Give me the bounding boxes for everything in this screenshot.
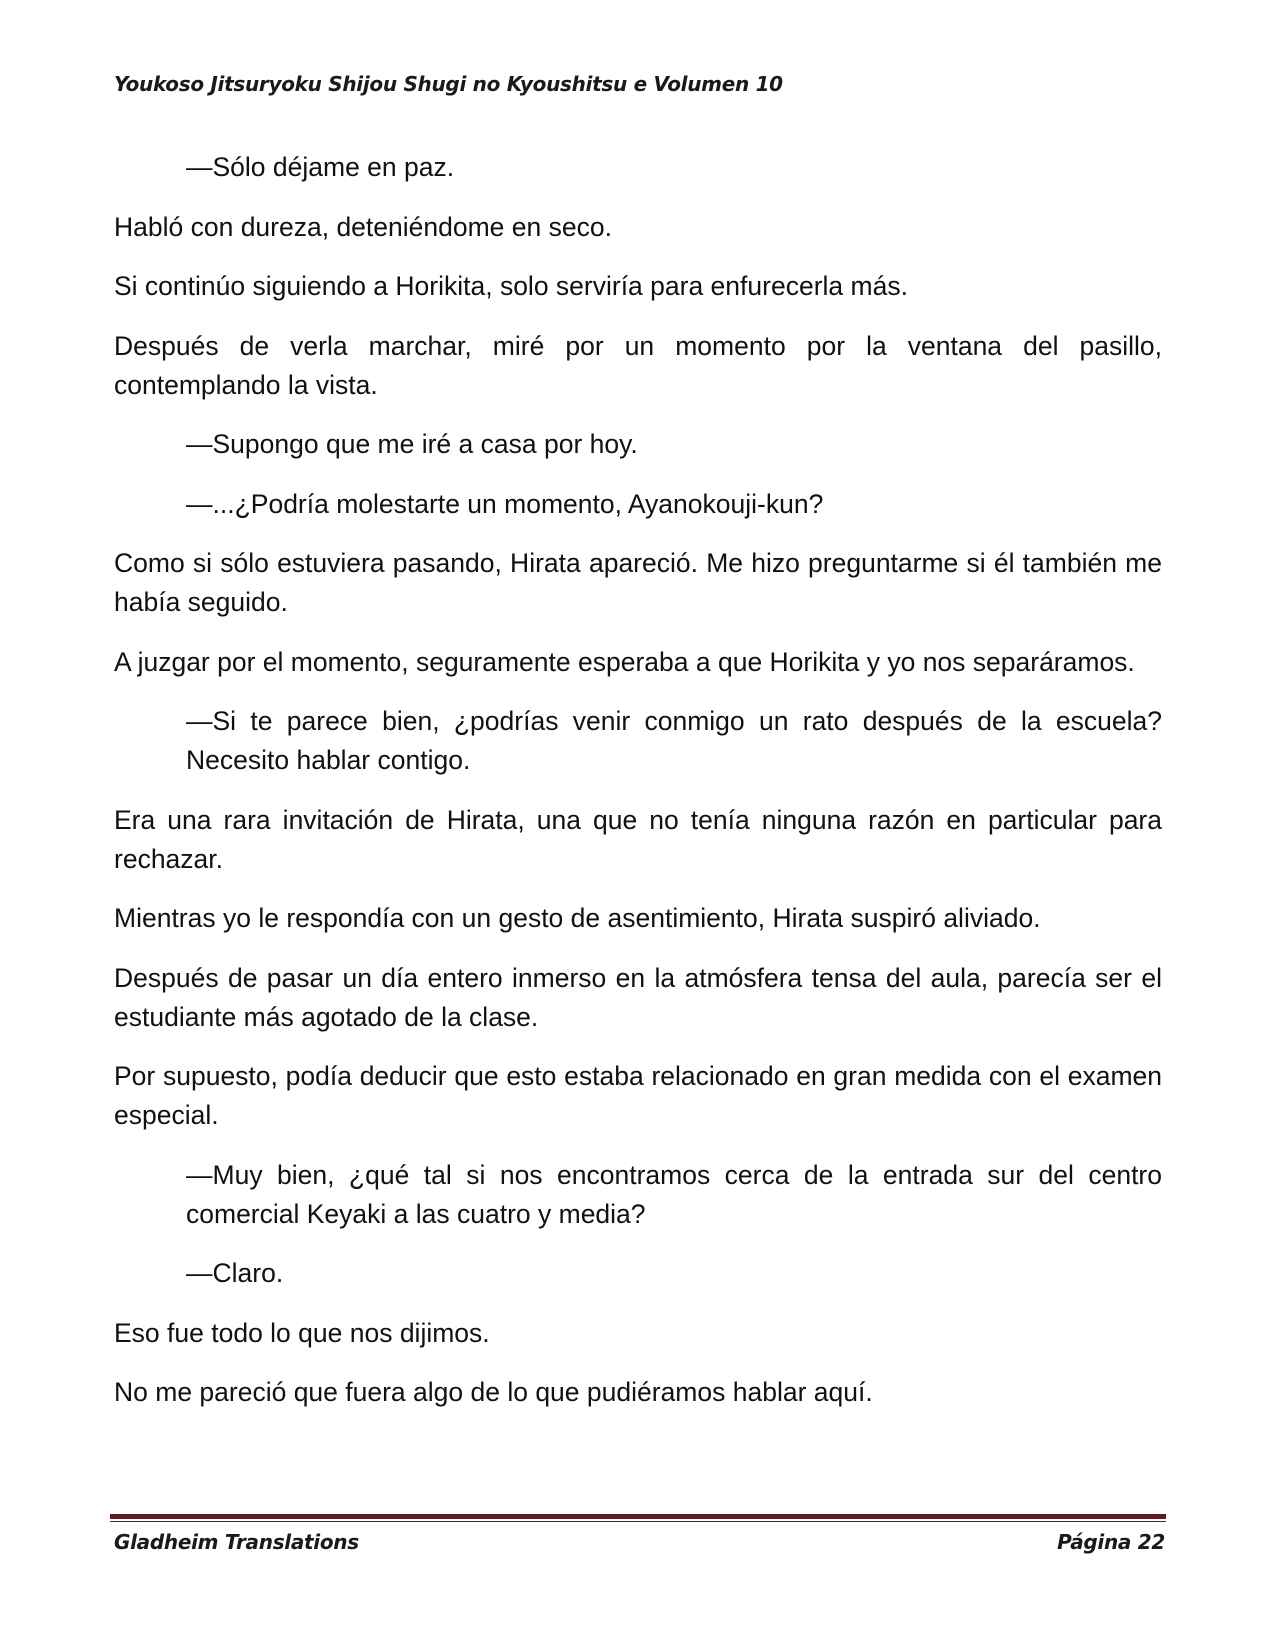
paragraph: —...¿Podría molestarte un momento, Ayanokouji-kun? [186,488,824,519]
footer-translator: Gladheim Translations [114,1530,359,1554]
paragraph: Habló con dureza, deteniéndome en seco. [114,211,612,242]
paragraph: A juzgar por el momento, seguramente esperaba a que Horikita y yo nos separáramos. [114,646,1135,677]
paragraph: Por supuesto, podía deducir que esto estaba relacionado en gran medida con el examen especial. [114,1061,1162,1130]
paragraph: —Muy bien, ¿qué tal si nos encontramos cerca de la entrada sur del centro comercial Keyaki a las cuatro y media? [186,1159,1162,1229]
footer-divider-thick [110,1514,1166,1519]
paragraph: Después de verla marchar, miré por un momento por la ventana del pasillo, contemplando la vista. [114,330,1162,400]
paragraph: —Sólo déjame en paz. [186,152,455,182]
paragraph: Si continúo siguiendo a Horikita, solo serviría para enfurecerla más. [114,271,908,301]
footer-page-number: Página 22 [1057,1530,1165,1554]
document-body [114,148,1162,1433]
footer-divider-thin [110,1521,1166,1522]
page-header-title: Youkoso Jitsuryoku Shijou Shugi no Kyoushitsu e Volumen 10 [114,72,783,96]
footer-divider [110,1514,1166,1522]
paragraph: Eso fue todo lo que nos dijimos. [114,1317,490,1348]
paragraph: Después de pasar un día entero inmerso en la atmósfera tensa del aula, parecía ser el estudiante más agotado de la clase. [114,962,1162,1032]
paragraph: Era una rara invitación de Hirata, una que no tenía ninguna razón en particular para rechazar. [114,804,1162,874]
paragraph: —Claro. [186,1258,284,1288]
paragraph: —Si te parece bien, ¿podrías venir conmigo un rato después de la escuela? Necesito hablar contigo. [186,706,1162,775]
paragraph: —Supongo que me iré a casa por hoy. [186,429,638,459]
paragraph: Mientras yo le respondía con un gesto de asentimiento, Hirata suspiró aliviado. [114,903,1041,933]
paragraph: Como si sólo estuviera pasando, Hirata apareció. Me hizo preguntarme si él también me había seguido. [114,548,1162,617]
paragraph: No me pareció que fuera algo de lo que pudiéramos hablar aquí. [114,1377,873,1407]
